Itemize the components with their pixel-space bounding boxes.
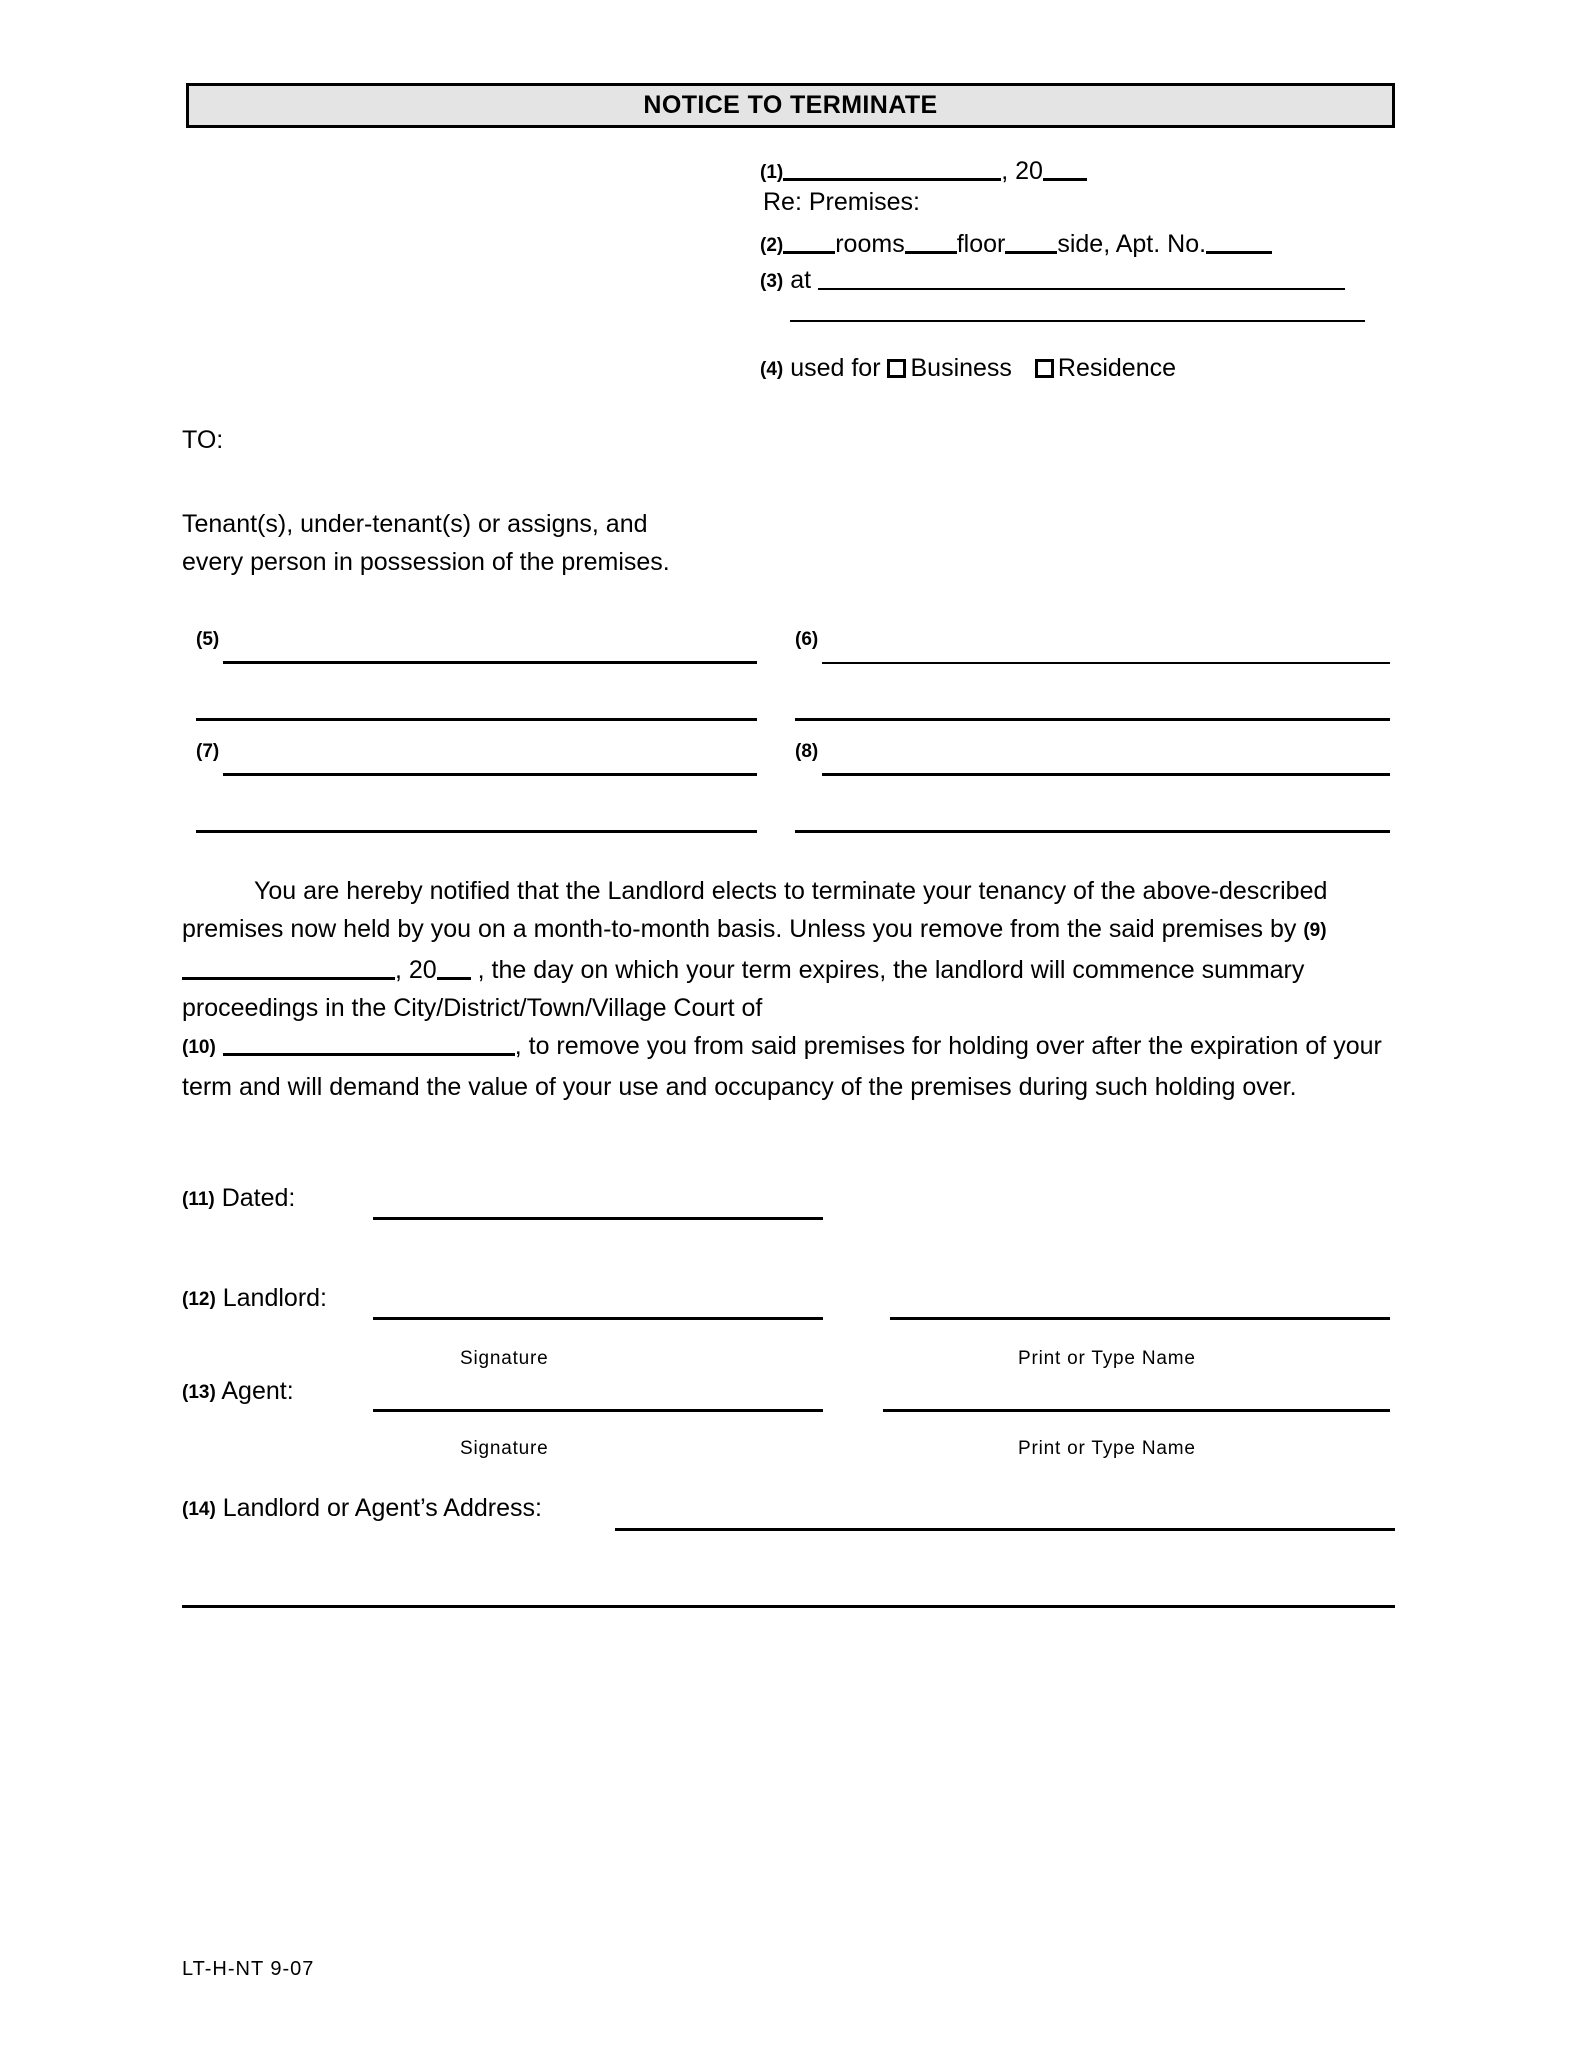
year-prefix-label: , 20 (1001, 157, 1043, 185)
landlord-agent-address-blank-field-line1[interactable] (615, 1528, 1395, 1531)
name-blank-8-line2[interactable] (795, 830, 1390, 833)
form-code-footer: LT-H-NT 9-07 (182, 1958, 315, 1980)
name-blank-7-line1[interactable] (223, 773, 757, 776)
premises-address-blank-field[interactable] (818, 263, 1345, 290)
court-blank-field[interactable] (223, 1028, 515, 1056)
apt-no-blank-field[interactable] (1206, 226, 1272, 254)
dated-blank-field[interactable] (373, 1217, 823, 1220)
premises-detail-line (760, 226, 1272, 257)
field-marker-14: (14) (182, 1499, 216, 1520)
floor-label: floor (956, 230, 1006, 258)
caption-print-name-2: Print or Type Name (1018, 1438, 1196, 1459)
landlord-label: Landlord: (222, 1284, 327, 1312)
checkbox-residence[interactable] (1035, 359, 1054, 378)
used-for-line (760, 356, 1176, 381)
field-marker-11: (11) (182, 1189, 215, 1210)
landlord-signature-blank-field[interactable] (373, 1317, 823, 1320)
field-marker-7: (7) (196, 741, 220, 762)
body-text-part-2: , 20 (395, 956, 437, 984)
caption-signature-2: Signature (460, 1438, 549, 1459)
addressee-line-1: Tenant(s), under-tenant(s) or assigns, and (182, 510, 648, 538)
side-apt-label: side, Apt. No. (1057, 230, 1207, 258)
agent-signature-blank-field[interactable] (373, 1409, 823, 1412)
floor-blank-field[interactable] (905, 226, 957, 254)
body-text-part-4: , to remove you from said premises for holding over after the expiration of your term and will demand the value of your use and occupancy of the premises during such holding over. (182, 1032, 1382, 1101)
field-marker-8: (8) (795, 741, 819, 762)
premises-address-blank-field-line2[interactable] (790, 320, 1365, 322)
year-blank-field[interactable] (1043, 153, 1087, 181)
agent-row (182, 1379, 294, 1404)
landlord-agent-address-row (182, 1496, 542, 1521)
termination-year-blank-field[interactable] (437, 952, 471, 980)
agent-print-name-blank-field[interactable] (883, 1409, 1390, 1412)
field-marker-1: (1) (760, 162, 784, 183)
field-marker-4: (4) (760, 359, 784, 380)
dated-label: Dated: (221, 1184, 296, 1212)
landlord-agent-address-label: Landlord or Agent’s Address: (222, 1494, 542, 1522)
checkbox-business[interactable] (887, 359, 906, 378)
caption-print-name-1: Print or Type Name (1018, 1348, 1196, 1369)
to-label: TO: (182, 426, 224, 454)
premises-date-line (760, 153, 1087, 184)
page-title: NOTICE TO TERMINATE (643, 91, 938, 119)
body-text-part-1: You are hereby notified that the Landlord elects to terminate your tenancy of the above-described premises now held by you on a month-to-month basis. Unless you remove from the said premises by (182, 877, 1328, 943)
used-for-label: used for (790, 354, 881, 382)
landlord-row (182, 1286, 327, 1311)
document-title-banner (186, 83, 1395, 128)
re-premises-label: Re: Premises: (763, 188, 920, 216)
name-blank-5-line1[interactable] (223, 661, 757, 664)
caption-signature-1: Signature (460, 1348, 549, 1369)
dated-row (182, 1186, 295, 1211)
name-blank-7-line2[interactable] (196, 830, 757, 833)
date-blank-field[interactable] (783, 153, 1001, 181)
field-marker-10: (10) (182, 1037, 216, 1058)
rooms-blank-field[interactable] (783, 226, 835, 254)
agent-label: Agent: (221, 1377, 294, 1405)
body-text-part-3: , the day on which your term expires, the landlord will commence summary proceedings in the City/District/Town/Village Court of (182, 956, 1305, 1022)
body-paragraph (182, 872, 1397, 1106)
at-label: at (790, 266, 812, 294)
field-marker-2: (2) (760, 235, 784, 256)
rooms-label: rooms (835, 230, 905, 258)
side-blank-field[interactable] (1005, 226, 1057, 254)
name-blank-5-line2[interactable] (196, 718, 757, 721)
field-marker-13: (13) (182, 1382, 216, 1403)
name-blank-6-line2[interactable] (795, 718, 1390, 721)
field-marker-3: (3) (760, 271, 784, 292)
landlord-print-name-blank-field[interactable] (890, 1317, 1390, 1320)
name-blank-6-line1[interactable] (822, 662, 1390, 664)
field-marker-12: (12) (182, 1289, 216, 1310)
premises-address-line (760, 263, 1345, 293)
checkbox-business-label: Business (910, 354, 1012, 382)
field-marker-5: (5) (196, 629, 220, 650)
field-marker-6: (6) (795, 629, 819, 650)
landlord-agent-address-blank-field-line2[interactable] (182, 1605, 1395, 1608)
field-marker-9: (9) (1303, 920, 1327, 941)
checkbox-residence-label: Residence (1057, 354, 1177, 382)
termination-date-blank-field[interactable] (182, 952, 395, 980)
addressee-line-2: every person in possession of the premises. (182, 548, 670, 576)
name-blank-8-line1[interactable] (822, 773, 1390, 776)
